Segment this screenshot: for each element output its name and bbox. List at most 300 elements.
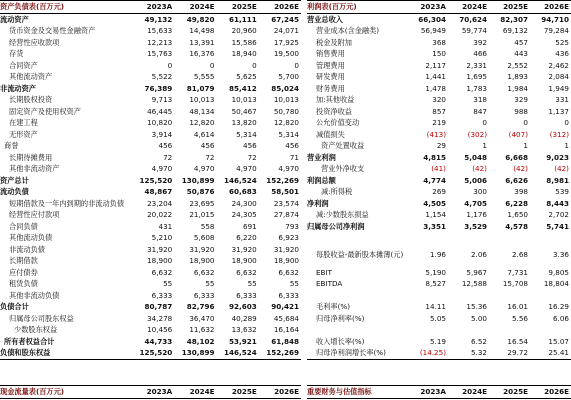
income-statement-row-label: 营业利润 xyxy=(307,152,336,162)
income-statement-cell: 6,668 xyxy=(505,152,528,162)
balance-sheet-row-label: 所有者权益合计 xyxy=(4,336,55,346)
income-statement-row-label: 销售费用 xyxy=(316,49,345,58)
income-statement-row-label: 营业成本(含金融类) xyxy=(316,26,380,35)
balance-sheet-cell: 72 xyxy=(205,152,215,162)
income-statement-row xyxy=(307,71,571,83)
balance-sheet-cell: 23,574 xyxy=(273,198,299,208)
balance-sheet-cell: 4,970 xyxy=(236,164,257,173)
income-statement-cell: 8,981 xyxy=(546,175,569,185)
income-statement-row-label: 减值损失 xyxy=(316,129,345,139)
income-statement-title: 利润表(百万元) xyxy=(307,1,407,14)
income-statement-row-label xyxy=(307,232,407,244)
income-statement-cell xyxy=(448,290,489,302)
cashflow-year: 2024E xyxy=(174,386,216,399)
income-statement-row-label: 财务费用 xyxy=(316,83,345,93)
income-statement-cell: 1,441 xyxy=(425,72,446,81)
income-statement-cell: 16.29 xyxy=(548,302,569,311)
income-statement-cell: 5.05 xyxy=(429,313,446,323)
income-statement-cell xyxy=(530,324,571,336)
income-statement-cell: (42) xyxy=(472,164,487,173)
balance-sheet-row xyxy=(0,94,301,106)
income-statement-cell: 16.01 xyxy=(507,302,528,311)
balance-sheet-row xyxy=(0,278,301,290)
income-statement-cell: 1 xyxy=(564,141,569,150)
income-statement-cell: 6.52 xyxy=(470,336,487,346)
income-statement-row-label: EBIT xyxy=(316,267,332,277)
income-statement-cell: 5,741 xyxy=(546,221,569,231)
income-statement-cell: (41) xyxy=(431,164,446,173)
balance-sheet-row-label: 资产总计 xyxy=(0,175,29,185)
balance-sheet-row-label: 经营性应收款项 xyxy=(9,37,60,47)
income-statement-cell: 2,702 xyxy=(548,210,569,219)
income-statement-table xyxy=(307,0,571,360)
balance-sheet-cell: 6,220 xyxy=(236,233,257,242)
income-statement-cell: 392 xyxy=(473,37,487,47)
balance-sheet-row xyxy=(0,290,301,302)
income-statement-row-label: 营业总收入 xyxy=(307,14,343,24)
income-statement-cell xyxy=(489,324,530,336)
balance-sheet-cell: 48,134 xyxy=(189,106,215,116)
balance-sheet-year-header: 2024E xyxy=(174,1,216,14)
balance-sheet-cell: 12,820 xyxy=(273,118,299,127)
balance-sheet-row-label: 其他非流动资产 xyxy=(9,164,60,173)
income-statement-cell: 1.96 xyxy=(429,250,446,260)
balance-sheet-cell: 85,024 xyxy=(271,83,299,93)
balance-sheet-row-label: 货币资金及交易性金融资产 xyxy=(9,26,96,35)
income-statement-row xyxy=(307,336,571,348)
balance-sheet-cell: 31,920 xyxy=(147,244,173,254)
balance-sheet-row-label: 固定资产及使用权资产 xyxy=(9,106,81,116)
balance-sheet-cell: 36,470 xyxy=(189,313,215,323)
balance-sheet-row xyxy=(0,209,301,221)
income-statement-cell: (302) xyxy=(467,129,487,139)
balance-sheet-cell: 24,305 xyxy=(231,210,257,219)
income-statement-cell: 6,228 xyxy=(505,198,528,208)
balance-sheet-row-label: 负债合计 xyxy=(0,302,29,311)
balance-sheet-row-label: 其他流动负债 xyxy=(9,233,53,242)
balance-sheet-cell: 5,608 xyxy=(193,233,215,242)
balance-sheet-cell: 0 xyxy=(252,60,257,70)
income-statement-row xyxy=(307,209,571,221)
income-statement-cell: (407) xyxy=(508,129,528,139)
income-statement-cell: 3.36 xyxy=(552,250,569,260)
balance-sheet-cell: 50,467 xyxy=(231,106,257,116)
income-statement-cell: 5.32 xyxy=(448,347,489,359)
income-statement-year-header: 2024E xyxy=(448,1,489,14)
income-statement-year-header: 2025E xyxy=(489,1,530,14)
income-statement-row xyxy=(307,278,571,290)
balance-sheet-cell: 691 xyxy=(243,221,257,231)
income-statement-row xyxy=(307,13,571,25)
balance-sheet-cell: 125,520 xyxy=(132,347,174,359)
income-statement-row-label: 净利润 xyxy=(307,198,329,208)
financial-ratios-header xyxy=(307,385,571,399)
income-statement-cell: 15.07 xyxy=(548,336,569,346)
income-statement-row xyxy=(307,313,571,325)
balance-sheet-cell: 55 xyxy=(289,279,299,288)
balance-sheet-cell: 6,333 xyxy=(151,290,173,300)
balance-sheet-row-label: 应付债券 xyxy=(9,267,38,277)
balance-sheet-cell: 5,314 xyxy=(236,129,257,139)
balance-sheet-cell: 15,586 xyxy=(231,37,257,47)
balance-sheet-row-label: 无形资产 xyxy=(9,129,38,139)
income-statement-row xyxy=(307,83,571,95)
income-statement-cell: 2.68 xyxy=(511,250,528,260)
balance-sheet-cell: 125,520 xyxy=(139,175,173,185)
balance-sheet-cell: 456 xyxy=(200,141,215,150)
balance-sheet-cell: 793 xyxy=(285,221,299,231)
balance-sheet-cell: 18,900 xyxy=(189,256,215,265)
balance-sheet-cell: 13,632 xyxy=(231,325,257,334)
income-statement-cell xyxy=(489,290,530,302)
income-statement-cell: 18,804 xyxy=(543,279,569,288)
balance-sheet-cell: 6,923 xyxy=(278,233,299,242)
balance-sheet-cell: 45,684 xyxy=(273,313,299,323)
income-statement-cell: 4,815 xyxy=(423,152,446,162)
income-statement-row-label: 公允价值变动 xyxy=(316,118,360,127)
income-statement-cell: 70,624 xyxy=(459,14,487,24)
income-statement-cell: 66,304 xyxy=(418,14,446,24)
income-statement-cell: 82,307 xyxy=(500,14,528,24)
balance-sheet-cell: 6,632 xyxy=(278,267,299,277)
balance-sheet-cell: 0 xyxy=(167,60,173,70)
income-statement-cell: 2,084 xyxy=(548,72,569,81)
income-statement-row-label: 税金及附加 xyxy=(316,37,352,47)
income-statement-cell: 14.11 xyxy=(425,302,446,311)
balance-sheet-cell: 55 xyxy=(247,279,257,288)
income-statement-cell xyxy=(407,290,448,302)
ratios-year: 2024E xyxy=(448,386,489,399)
income-statement-cell: 525 xyxy=(555,37,569,47)
income-statement-cell: 1,893 xyxy=(507,72,528,81)
balance-sheet-cell: 5,210 xyxy=(151,233,173,242)
income-statement-cell: (42) xyxy=(554,164,569,173)
income-statement-cell: 0 xyxy=(523,118,528,127)
balance-sheet-cell: 48,867 xyxy=(144,187,173,196)
income-statement-cell: 3,529 xyxy=(464,221,487,231)
income-statement-cell: (42) xyxy=(513,164,528,173)
income-statement-header-row xyxy=(307,1,571,14)
income-statement-row-label: 加:其他收益 xyxy=(316,95,355,104)
income-statement-panel xyxy=(307,0,571,360)
balance-sheet-row xyxy=(0,221,301,233)
income-statement-cell: 1,176 xyxy=(466,210,487,219)
income-statement-year-header: 2026E xyxy=(530,1,571,14)
balance-sheet-cell: 23,204 xyxy=(147,198,173,208)
ratios-year: 2025E xyxy=(489,386,530,399)
balance-sheet-title: 资产负债表(百万元) xyxy=(0,1,132,14)
balance-sheet-cell: 76,389 xyxy=(144,83,173,93)
income-statement-row-label: 投资净收益 xyxy=(316,106,352,116)
balance-sheet-cell: 61,111 xyxy=(229,14,257,24)
income-statement-cell: 457 xyxy=(514,37,528,47)
income-statement-cell xyxy=(448,232,489,244)
balance-sheet-table xyxy=(0,0,301,360)
balance-sheet-header-row xyxy=(0,1,301,14)
income-statement-cell: 29 xyxy=(436,141,446,150)
income-statement-cell: 219 xyxy=(432,118,446,127)
balance-sheet-cell: 20,960 xyxy=(231,26,257,35)
balance-sheet-cell: 6,632 xyxy=(151,267,173,277)
income-statement-cell: 5,048 xyxy=(464,152,487,162)
balance-sheet-row xyxy=(0,71,301,83)
balance-sheet-cell: 31,920 xyxy=(273,244,299,254)
balance-sheet-cell: 21,015 xyxy=(189,210,215,219)
income-statement-row-label: 管理费用 xyxy=(316,60,345,70)
income-statement-cell xyxy=(530,232,571,244)
income-statement-year-header: 2023A xyxy=(407,1,448,14)
balance-sheet-cell: 15,763 xyxy=(147,49,173,58)
balance-sheet-cell: 10,013 xyxy=(273,95,299,104)
balance-sheet-cell: 40,289 xyxy=(231,313,257,323)
income-statement-cell: 368 xyxy=(432,37,446,47)
balance-sheet-cell: 72 xyxy=(247,152,257,162)
balance-sheet-cell: 17,925 xyxy=(273,37,299,47)
income-statement-cell: 4,578 xyxy=(505,221,528,231)
balance-sheet-cell: 5,522 xyxy=(151,72,173,81)
income-statement-cell: 1,137 xyxy=(548,106,569,116)
balance-sheet-row xyxy=(0,152,301,164)
balance-sheet-row-label: 短期借款及一年内到期的非流动负债 xyxy=(9,198,125,208)
income-statement-cell: 9,805 xyxy=(548,267,569,277)
income-statement-row-label: 资产处置收益 xyxy=(321,141,365,150)
income-statement-cell: 331 xyxy=(555,95,569,104)
income-statement-cell: 59,774 xyxy=(461,26,487,35)
balance-sheet-cell: 558 xyxy=(200,221,215,231)
balance-sheet-cell: 456 xyxy=(243,141,257,150)
balance-sheet-cell: 61,848 xyxy=(271,336,299,346)
ratios-year: 2026E xyxy=(530,386,571,399)
income-statement-row xyxy=(307,60,571,72)
income-statement-row xyxy=(307,129,571,141)
income-statement-cell: 988 xyxy=(514,106,528,116)
income-statement-row xyxy=(307,244,571,267)
balance-sheet-cell: 11,632 xyxy=(189,325,215,334)
income-statement-row xyxy=(307,140,571,152)
balance-sheet-cell: 82,796 xyxy=(186,302,215,311)
balance-sheet-cell: 24,300 xyxy=(231,198,257,208)
balance-sheet-cell: 48,102 xyxy=(186,336,215,346)
income-statement-cell: 2,117 xyxy=(425,60,446,70)
balance-sheet-cell: 5,625 xyxy=(236,72,257,81)
income-statement-row-label: EBITDA xyxy=(316,279,343,288)
income-statement-row xyxy=(307,221,571,233)
income-statement-row xyxy=(307,324,571,336)
balance-sheet-cell: 15,633 xyxy=(147,26,173,35)
balance-sheet-cell: 4,614 xyxy=(193,129,215,139)
balance-sheet-cell: 456 xyxy=(285,141,299,150)
balance-sheet-row-label: 存货 xyxy=(9,49,24,58)
balance-sheet-cell: 10,013 xyxy=(231,95,257,104)
balance-sheet-year-header: 2026E xyxy=(259,1,301,14)
income-statement-cell: 6.06 xyxy=(552,313,569,323)
balance-sheet-cell: 6,632 xyxy=(236,267,257,277)
balance-sheet-row xyxy=(0,186,301,198)
balance-sheet-row xyxy=(0,60,301,72)
income-statement-row-label xyxy=(307,324,407,336)
balance-sheet-cell: 0 xyxy=(209,60,215,70)
balance-sheet-cell: 53,921 xyxy=(229,336,257,346)
balance-sheet-cell: 46,445 xyxy=(147,106,173,116)
balance-sheet-cell: 18,900 xyxy=(147,256,173,265)
income-statement-cell: 15,708 xyxy=(502,279,528,288)
cashflow-year: 2026E xyxy=(259,386,301,399)
balance-sheet-cell: 6,333 xyxy=(236,290,257,300)
balance-sheet-row-label: 流动负债 xyxy=(0,187,29,196)
income-statement-row-label xyxy=(307,290,407,302)
balance-sheet-cell: 13,820 xyxy=(231,118,257,127)
income-statement-row-label: 利润总额 xyxy=(307,175,336,185)
income-statement-cell xyxy=(407,324,448,336)
balance-sheet-row xyxy=(0,267,301,279)
balance-sheet-cell: 18,940 xyxy=(231,49,257,58)
income-statement-row xyxy=(307,94,571,106)
balance-sheet-cell: 50,876 xyxy=(186,187,215,196)
income-statement-cell: 2,552 xyxy=(507,60,528,70)
income-statement-cell: 5.56 xyxy=(511,313,528,323)
income-statement-cell: 436 xyxy=(555,49,569,58)
balance-sheet-row-label: 非流动负债 xyxy=(9,244,45,254)
income-statement-cell: 1,695 xyxy=(466,72,487,81)
balance-sheet-row-label: 合同资产 xyxy=(9,60,38,70)
income-statement-cell: (413) xyxy=(426,129,446,139)
income-statement-row xyxy=(307,48,571,60)
balance-sheet-row-label: 租赁负债 xyxy=(9,279,38,288)
balance-sheet-cell: 6,632 xyxy=(193,267,215,277)
balance-sheet-cell: 80,787 xyxy=(144,302,173,311)
balance-sheet-cell: 5,314 xyxy=(278,129,299,139)
balance-sheet-cell: 130,899 xyxy=(181,175,215,185)
income-statement-cell: 539 xyxy=(555,187,569,196)
balance-sheet-cell: 4,970 xyxy=(193,164,215,173)
balance-sheet-cell: 67,245 xyxy=(271,14,299,24)
balance-sheet-cell: 0 xyxy=(294,60,299,70)
income-statement-cell: 12,588 xyxy=(461,279,487,288)
income-statement-row-label: 收入增长率(%) xyxy=(316,336,365,346)
income-statement-cell: 79,284 xyxy=(543,26,569,35)
income-statement-cell: 847 xyxy=(473,106,487,116)
income-statement-cell: 0 xyxy=(564,118,569,127)
income-statement-cell: 56,949 xyxy=(420,26,446,35)
income-statement-cell: 16.54 xyxy=(507,336,528,346)
income-statement-cell: 69,132 xyxy=(502,26,528,35)
income-statement-row-label: 归母净利润增长率(%) xyxy=(307,347,407,359)
balance-sheet-cell: 23,695 xyxy=(189,198,215,208)
balance-sheet-row xyxy=(0,244,301,256)
income-statement-cell: 4,505 xyxy=(423,198,446,208)
income-statement-cell: (312) xyxy=(549,129,569,139)
balance-sheet-row xyxy=(0,37,301,49)
balance-sheet-row xyxy=(0,198,301,210)
balance-sheet-row-label: 长期待摊费用 xyxy=(9,152,53,162)
income-statement-cell: 1 xyxy=(482,141,487,150)
income-statement-cell: 269 xyxy=(432,187,446,196)
balance-sheet-cell: 18,900 xyxy=(231,256,257,265)
income-statement-row xyxy=(307,117,571,129)
income-statement-row xyxy=(307,347,571,359)
income-statement-cell: 466 xyxy=(473,49,487,58)
income-statement-row xyxy=(307,163,571,175)
balance-sheet-cell: 18,900 xyxy=(273,256,299,265)
balance-sheet-row-label: 商誉 xyxy=(4,141,19,150)
income-statement-cell: 4,705 xyxy=(464,198,487,208)
income-statement-cell: 1,154 xyxy=(425,210,446,219)
balance-sheet-row xyxy=(0,48,301,60)
income-statement-row xyxy=(307,290,571,302)
balance-sheet-cell: 27,874 xyxy=(273,210,299,219)
income-statement-cell: 15.36 xyxy=(466,302,487,311)
income-statement-row-label: 研发费用 xyxy=(316,72,345,81)
income-statement-row-label: 减:少数股东损益 xyxy=(316,210,369,219)
balance-sheet-cell: 14,498 xyxy=(189,26,215,35)
income-statement-row xyxy=(307,25,571,37)
balance-sheet-cell: 31,920 xyxy=(231,244,257,254)
balance-sheet-cell: 6,333 xyxy=(193,290,215,300)
balance-sheet-row xyxy=(0,301,301,313)
balance-sheet-cell: 3,914 xyxy=(151,129,173,139)
income-statement-cell: 6,626 xyxy=(505,175,528,185)
income-statement-cell: 2,331 xyxy=(466,60,487,70)
balance-sheet-row xyxy=(0,106,301,118)
income-statement-cell xyxy=(489,232,530,244)
ratios-title: 重要财务与估值指标 xyxy=(307,386,407,399)
income-statement-row xyxy=(307,106,571,118)
income-statement-cell: 857 xyxy=(432,106,446,116)
balance-sheet-cell: 85,412 xyxy=(229,83,257,93)
balance-sheet-row-label: 在建工程 xyxy=(9,118,38,127)
balance-sheet-cell: 19,500 xyxy=(273,49,299,58)
balance-sheet-cell: 90,421 xyxy=(271,302,299,311)
income-statement-row xyxy=(307,301,571,313)
balance-sheet-cell: 12,213 xyxy=(147,37,173,47)
cashflow-title: 现金流量表(百万元) xyxy=(0,386,132,399)
income-statement-cell: 0 xyxy=(482,118,487,127)
income-statement-row xyxy=(307,37,571,49)
income-statement-cell: 5.00 xyxy=(470,313,487,323)
balance-sheet-cell: 456 xyxy=(158,141,173,150)
income-statement-cell: 318 xyxy=(473,95,487,104)
income-statement-cell: (14.25) xyxy=(407,347,448,359)
ratios-year: 2023A xyxy=(407,386,448,399)
balance-sheet-cell: 55 xyxy=(163,279,173,288)
balance-sheet-row-label: 非流动资产 xyxy=(0,83,36,93)
balance-sheet-cell: 24,071 xyxy=(273,26,299,35)
income-statement-cell: 29.72 xyxy=(489,347,530,359)
balance-sheet-cell: 130,899 xyxy=(174,347,216,359)
income-statement-row xyxy=(307,198,571,210)
balance-sheet-row xyxy=(0,347,301,359)
balance-sheet-row xyxy=(0,129,301,141)
balance-sheet-cell: 4,970 xyxy=(278,164,299,173)
balance-sheet-row-label: 合同负债 xyxy=(9,221,38,231)
balance-sheet-row-label: 长期借款 xyxy=(9,256,38,265)
cashflow-year: 2025E xyxy=(217,386,259,399)
balance-sheet-cell: 5,555 xyxy=(193,72,215,81)
income-statement-cell: 3,351 xyxy=(423,221,446,231)
balance-sheet-year-header: 2023A xyxy=(132,1,174,14)
income-statement-cell: 150 xyxy=(432,49,446,58)
cashflow-year: 2023A xyxy=(132,386,174,399)
balance-sheet-cell: 12,820 xyxy=(189,118,215,127)
income-statement-cell: 443 xyxy=(514,49,528,58)
balance-sheet-row xyxy=(0,313,301,325)
balance-sheet-cell: 34,278 xyxy=(147,313,173,323)
income-statement-cell: 1 xyxy=(523,141,528,150)
balance-sheet-row-label: 长期股权投资 xyxy=(9,95,53,104)
balance-sheet-cell: 9,713 xyxy=(151,95,173,104)
income-statement-row xyxy=(307,232,571,244)
balance-sheet-row xyxy=(0,175,301,187)
